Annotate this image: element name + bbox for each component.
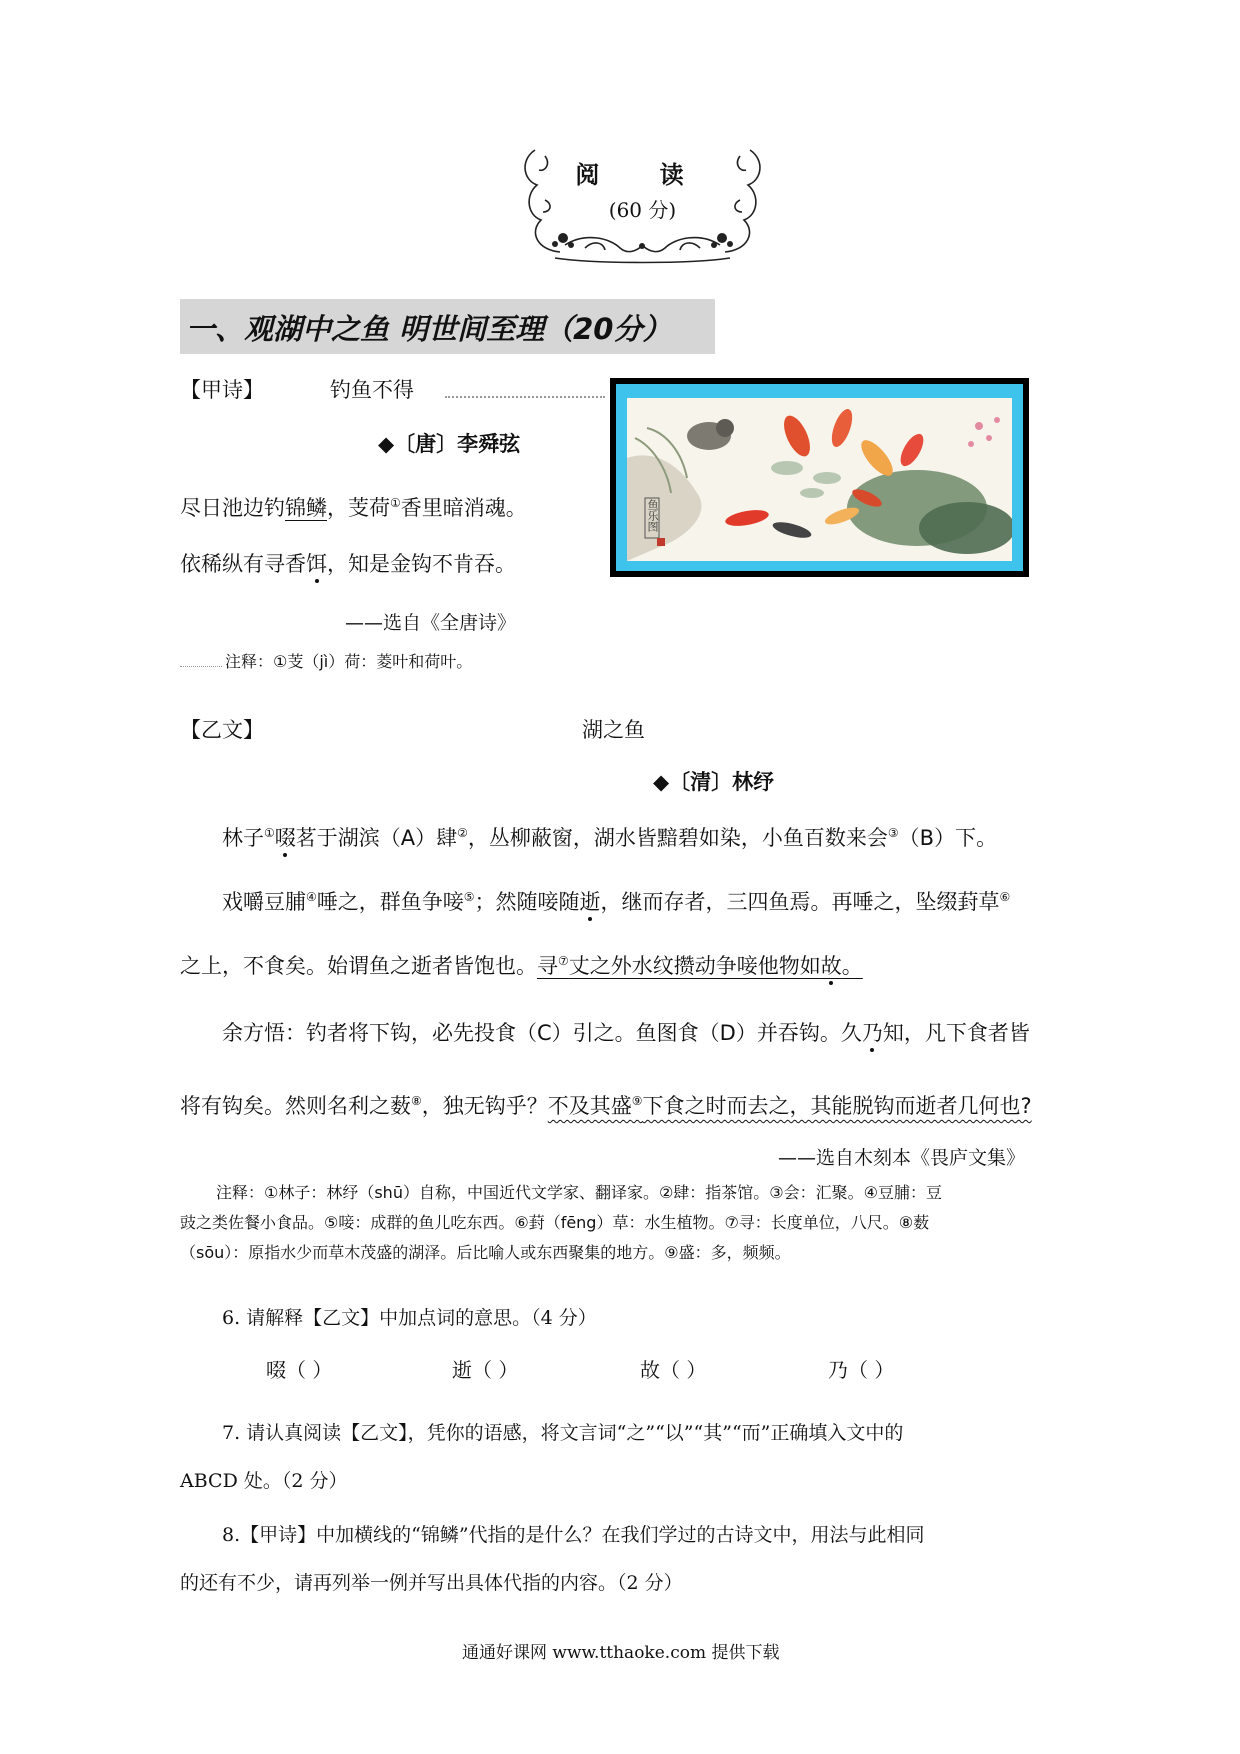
essay-line-2: 戏嚼豆脯④唾之，群鱼争唼⑤；然随唼随逝，继而存者，三四鱼焉。再唾之，坠缀葑草⑥: [222, 890, 1011, 914]
poem-tag: 【甲诗】: [180, 378, 264, 402]
q6-blank-2: 逝（ ）: [452, 1358, 519, 1382]
header-score: (60 分): [608, 198, 677, 222]
essay-tag: 【乙文】: [180, 718, 264, 742]
essay-author: ◆〔清〕林纾: [653, 770, 775, 794]
painting-koi-fish: [627, 398, 1012, 561]
q6-blank-4: 乃（ ）: [828, 1358, 895, 1382]
question-7-line-1: 7. 请认真阅读【乙文】，凭你的语感，将文言词“之”“以”“其”“而”正确填入文中的: [222, 1422, 904, 1444]
essay-line-4: 余方悟：钓者将下钩，必先投食（C）引之。鱼图食（D）并吞钩。久乃知，凡下食者皆: [222, 1021, 1030, 1045]
essay-line-3: 之上，不食矣。始谓鱼之逝者皆饱也。寻⑦丈之外水纹攒动争唼他物如故。: [180, 954, 863, 978]
question-7-line-2: ABCD 处。（2 分）: [180, 1470, 348, 1492]
footer-text: 通通好课网 www.tthaoke.com 提供下载: [462, 1643, 780, 1663]
question-8-line-2: 的还有不少，请再列举一例并写出具体代指的内容。（2 分）: [180, 1572, 683, 1594]
essay-note-2: 豉之类佐餐小食品。⑤唼：成群的鱼儿吃东西。⑥葑（fēng）草：水生植物。⑦寻：长度单位，八尺。⑧薮: [180, 1213, 930, 1232]
poem-key-word: 锦鳞: [285, 496, 327, 520]
poem-author: ◆〔唐〕李舜弦: [378, 432, 521, 456]
question-8-line-1: 8.【甲诗】中加横线的“锦鳞”代指的是什么？在我们学过的古诗文中，用法与此相同: [222, 1524, 925, 1546]
section-title: 一、观湖中之鱼 明世间至理（20分）: [186, 312, 672, 346]
q6-blank-3: 故（ ）: [640, 1358, 707, 1382]
poem-note: 注释：①芰（jì）荷：菱叶和荷叶。: [225, 652, 473, 671]
poem-source: ——选自《全唐诗》: [345, 612, 517, 634]
poem-line-2: 依稀纵有寻香饵，知是金钩不肯吞。: [180, 552, 516, 576]
essay-note-1: 注释：①林子：林纾（shū）自称，中国近代文学家、翻译家。②肆：指茶馆。③会：汇聚。④豆脯：豆: [216, 1183, 942, 1202]
essay-line-1: 林子①啜茗于湖滨（A）肆②，丛柳蔽窗，湖水皆黯碧如染，小鱼百数来会③（B）下。: [222, 826, 998, 850]
painting-seal-text: 鱼乐图: [646, 499, 659, 532]
essay-source: ——选自木刻本《畏庐文集》: [778, 1147, 1026, 1169]
poem-line-1: 尽日池边钓锦鳞，芰荷①香里暗消魂。: [180, 496, 527, 520]
q6-blank-1: 啜（ ）: [266, 1358, 333, 1382]
poem-title: 钓鱼不得: [330, 378, 414, 402]
essay-line-5: 将有钩矣。然则名利之薮⑧，独无钩乎？不及其盛⑨下食之时而去之，其能脱钩而逝者几何也?: [180, 1094, 1032, 1118]
question-6: 6. 请解释【乙文】中加点词的意思。（4 分）: [222, 1307, 597, 1329]
header-title: 阅 读: [575, 160, 710, 189]
note-leader: [180, 666, 222, 667]
essay-title: 湖之鱼: [582, 718, 645, 742]
dotted-leader: [445, 396, 605, 398]
essay-note-3: （sōu）：原指水少而草木茂盛的湖泽。后比喻人或东西聚集的地方。⑨盛：多，频频。: [180, 1243, 791, 1262]
